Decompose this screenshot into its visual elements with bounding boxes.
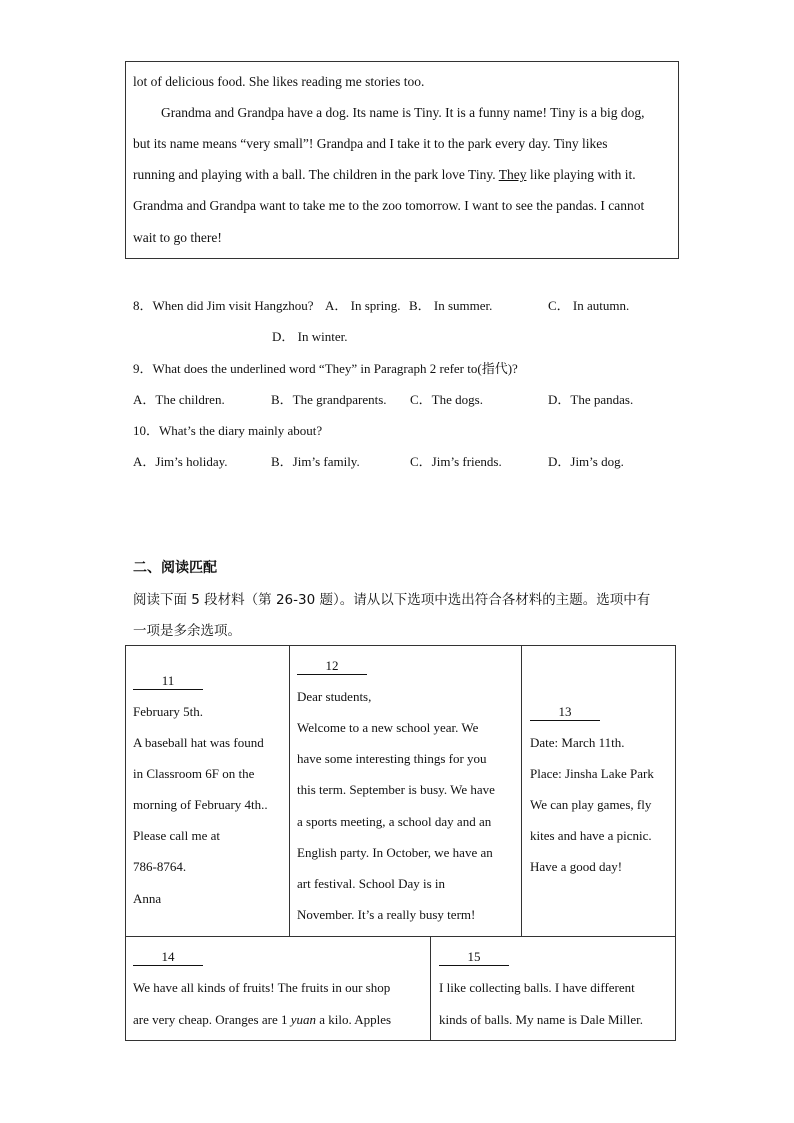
q9-option-c[interactable]: C．The dogs. bbox=[410, 392, 483, 407]
q8-option-a[interactable]: A． In spring. bbox=[325, 298, 401, 313]
q8-option-d[interactable]: D． In winter. bbox=[272, 329, 348, 344]
blank-15[interactable]: 15 bbox=[439, 949, 509, 966]
q10-option-b[interactable]: B．Jim’s family. bbox=[271, 454, 360, 469]
cell-15-line: kinds of balls. My name is Dale Miller. bbox=[439, 1012, 644, 1027]
cell-12-line: this term. September is busy. We have bbox=[297, 782, 495, 797]
passage-line-5: Grandma and Grandpa want to take me to the zoo tomorrow. I want to see the pandas. I cannot bbox=[133, 198, 645, 213]
q10-option-a[interactable]: A．Jim’s holiday. bbox=[133, 454, 228, 469]
q10-option-d[interactable]: D．Jim’s dog. bbox=[548, 454, 624, 469]
q8-stem: 8．When did Jim visit Hangzhou? bbox=[133, 298, 314, 313]
cell-12-line: Dear students, bbox=[297, 689, 372, 704]
blank-13[interactable]: 13 bbox=[530, 704, 600, 721]
blank-14[interactable]: 14 bbox=[133, 949, 203, 966]
passage-line-6: wait to go there! bbox=[133, 230, 222, 245]
cell-12-line: English party. In October, we have an bbox=[297, 845, 493, 860]
blank-11[interactable]: 11 bbox=[133, 673, 203, 690]
passage-line-1: lot of delicious food. She likes reading me stories too. bbox=[133, 74, 425, 89]
cell-14-line2-pre: are very cheap. Oranges are 1 bbox=[133, 1012, 291, 1027]
blank-12[interactable]: 12 bbox=[297, 658, 367, 675]
passage-line-4 bbox=[133, 165, 636, 185]
cell-11-line: February 5th. bbox=[133, 704, 204, 719]
cell-15-line: I like collecting balls. I have different bbox=[439, 980, 635, 995]
underlined-word: They bbox=[498, 167, 527, 182]
section-instruction-1: 阅读下面 5 段材料（第 26-30 题）。请从以下选项中选出符合各材料的主题。选项中有 bbox=[133, 592, 651, 608]
cell-12-line: Welcome to a new school year. We bbox=[297, 720, 479, 735]
cell-14-line: We have all kinds of fruits! The fruits in our shop bbox=[133, 980, 391, 995]
section-heading: 二、阅读匹配 bbox=[133, 560, 217, 576]
cell-12-line: have some interesting things for you bbox=[297, 751, 487, 766]
passage-line-4-text: running and playing with a ball. The children in the park love Tiny. bbox=[133, 167, 499, 182]
cell-13-line: Place: Jinsha Lake Park bbox=[530, 766, 654, 781]
q9-stem: 9．What does the underlined word “They” in Paragraph 2 refer to(指代)? bbox=[133, 361, 518, 376]
cell-11-line: Please call me at bbox=[133, 828, 220, 843]
cell-11-line: 786-8764. bbox=[133, 859, 187, 874]
passage-line-2: Grandma and Grandpa have a dog. Its name is Tiny. It is a funny name! Tiny is a big dog, bbox=[161, 105, 645, 120]
q9-option-d[interactable]: D．The pandas. bbox=[548, 392, 634, 407]
cell-11-line: morning of February 4th.. bbox=[133, 797, 268, 812]
cell-12-line: a sports meeting, a school day and an bbox=[297, 814, 492, 829]
q9-option-a[interactable]: A．The children. bbox=[133, 392, 225, 407]
cell-12-line: art festival. School Day is in bbox=[297, 876, 446, 891]
q9-option-b[interactable]: B．The grandparents. bbox=[271, 392, 387, 407]
cell-11-line: in Classroom 6F on the bbox=[133, 766, 255, 781]
cell-13-line: Have a good day! bbox=[530, 859, 623, 874]
q10-option-c[interactable]: C．Jim’s friends. bbox=[410, 454, 502, 469]
cell-13-line: Date: March 11th. bbox=[530, 735, 625, 750]
cell-14-line bbox=[133, 1010, 391, 1030]
cell-11-line: A baseball hat was found bbox=[133, 735, 264, 750]
cell-12-line: November. It’s a really busy term! bbox=[297, 907, 476, 922]
cell-13-line: kites and have a picnic. bbox=[530, 828, 652, 843]
passage-line-3: but its name means “very small”! Grandpa and I take it to the park every day. Tiny likes bbox=[133, 136, 608, 151]
section-instruction-2: 一项是多余选项。 bbox=[133, 623, 241, 639]
passage-line-4-tail: like playing with it. bbox=[526, 167, 636, 182]
q10-stem: 10．What’s the diary mainly about? bbox=[133, 423, 323, 438]
cell-13-line: We can play games, fly bbox=[530, 797, 652, 812]
cell-11-line: Anna bbox=[133, 891, 162, 906]
q8-option-c[interactable]: C． In autumn. bbox=[548, 298, 630, 313]
cell-14-line2-post: a kilo. Apples bbox=[316, 1012, 392, 1027]
q8-option-b[interactable]: B． In summer. bbox=[409, 298, 493, 313]
cell-14-italic: yuan bbox=[290, 1012, 316, 1027]
